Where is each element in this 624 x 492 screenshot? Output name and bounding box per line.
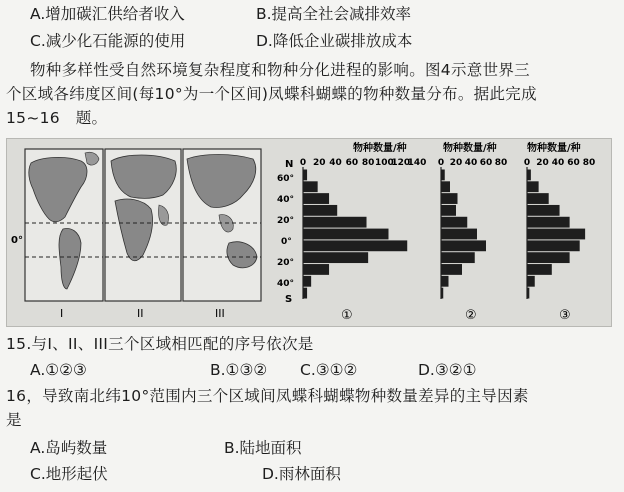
prev-option-a[interactable]: A.增加碳汇供给者收入	[30, 5, 185, 23]
q15-option-a[interactable]: A.①②③	[30, 361, 87, 379]
lat-tick-20s: 20°	[277, 258, 295, 268]
chart-3-bar	[527, 252, 570, 263]
latitude-axis	[277, 159, 294, 305]
chart-1-tick-label: 40	[329, 158, 342, 168]
chart-1-tick-label: 100	[375, 158, 394, 168]
q16-stem-line-1: 16，导致南北纬10°范围内三个区域间凤蝶科蝴蝶物种数量差异的主导因素	[6, 387, 529, 405]
chart-1-tick-label: 120	[391, 158, 411, 168]
chart-1-bar	[303, 170, 307, 181]
figure-4	[6, 138, 612, 327]
chart-3-bar	[527, 170, 531, 181]
intro-line-1: 物种多样性受自然环境复杂程度和物种分化进程的影响。图4示意世界三	[30, 61, 530, 79]
chart-3-bar	[527, 288, 529, 299]
chart-1-label: ①	[341, 308, 353, 323]
chart-2-tick-label: 80	[494, 158, 508, 168]
chart-3-bar	[527, 240, 580, 251]
chart-1-bar	[303, 229, 389, 240]
chart-1-bar	[303, 205, 337, 216]
chart-1-bar	[303, 276, 311, 287]
q16-option-d[interactable]: D.雨林面积	[262, 465, 341, 483]
map-panel-ii	[105, 149, 181, 320]
chart-2-bar	[441, 193, 458, 204]
chart-1-bar	[303, 240, 407, 251]
map-panel-iii	[183, 149, 261, 320]
chart-3-tick-label: 40	[551, 158, 565, 168]
chart-2-bar	[441, 229, 477, 240]
chart-3-tick-label: 80	[582, 158, 596, 168]
chart-2-tick-label: 20	[449, 158, 463, 168]
prev-option-d[interactable]: D.降低企业碳排放成本	[256, 32, 413, 50]
chart-2-bar	[441, 205, 456, 216]
q15-option-c[interactable]: C.③①②	[300, 361, 358, 379]
map-label-i: I	[60, 307, 64, 320]
figure-4-svg	[7, 139, 611, 326]
chart-3-bar	[527, 193, 549, 204]
chart-3-title: 物种数量/种	[527, 143, 581, 154]
map-equator-label: 0°	[11, 235, 23, 246]
q15-stem: 15.与I、II、III三个区域相匹配的序号依次是	[6, 335, 314, 353]
q16-stem-line-2: 是	[6, 411, 22, 429]
chart-3-bar	[527, 181, 539, 192]
chart-3-bars	[527, 170, 585, 299]
chart-1	[300, 141, 427, 323]
prev-option-b[interactable]: B.提高全社会减排效率	[256, 5, 412, 23]
map-label-ii: II	[137, 307, 144, 320]
chart-2-bar	[441, 252, 475, 263]
chart-1-bar	[303, 264, 329, 275]
chart-1-bar	[303, 288, 307, 299]
chart-1-tick-label: 60	[345, 158, 359, 168]
lat-tick-40s: 40°	[277, 279, 295, 289]
prev-option-c[interactable]: C.减少化石能源的使用	[30, 32, 186, 50]
chart-2-title: 物种数量/种	[443, 143, 497, 154]
intro-line-3: 15~16 题。	[6, 109, 108, 127]
q16-option-b[interactable]: B.陆地面积	[224, 439, 302, 457]
lat-tick-60n: 60°	[277, 174, 295, 184]
lat-tick-40n: 40°	[277, 195, 295, 205]
chart-3-bar	[527, 276, 535, 287]
q15-option-b[interactable]: B.①③②	[210, 361, 268, 379]
chart-1-tick-label: 140	[407, 158, 427, 168]
chart-3-bar	[527, 229, 585, 240]
lat-tick-0: 0°	[281, 237, 292, 247]
chart-2-bar	[441, 288, 443, 299]
chart-2	[438, 141, 507, 323]
intro-line-2: 个区域各纬度区间(每10°为一个区间)凤蝶科蝴蝶的物种数量分布。据此完成	[6, 85, 537, 103]
chart-2-bar	[441, 276, 449, 287]
map-label-iii: III	[215, 307, 225, 320]
chart-2-bar	[441, 170, 445, 181]
chart-1-bars	[303, 170, 407, 299]
chart-3-tick-label: 60	[567, 158, 580, 168]
chart-1-bar	[303, 181, 318, 192]
q16-option-a[interactable]: A.岛屿数量	[30, 439, 108, 457]
chart-2-bar	[441, 240, 486, 251]
chart-2-tick-label: 40	[464, 158, 478, 168]
chart-3-bar	[527, 264, 552, 275]
chart-2-tick-label: 60	[479, 158, 493, 168]
chart-3-tick-label: 20	[536, 158, 549, 168]
lat-tick-20n: 20°	[277, 216, 295, 226]
chart-3-label: ③	[559, 308, 571, 323]
chart-2-bars	[441, 170, 486, 299]
chart-3-bar	[527, 217, 570, 228]
chart-1-bar	[303, 217, 367, 228]
chart-2-tick-label: 0	[437, 158, 445, 168]
chart-1-tick-label: 0	[299, 158, 307, 168]
chart-1-tick-label: 80	[361, 158, 375, 168]
q16-option-c[interactable]: C.地形起伏	[30, 465, 108, 483]
chart-3-tick-label: 0	[523, 158, 531, 168]
chart-1-tick-label: 20	[313, 158, 326, 168]
chart-2-bar	[441, 181, 450, 192]
q15-option-d[interactable]: D.③②①	[418, 361, 477, 379]
lat-axis-bottom: S	[285, 294, 293, 305]
chart-1-bar	[303, 193, 329, 204]
chart-3	[524, 141, 595, 323]
chart-2-label: ②	[465, 308, 477, 323]
chart-2-bar	[441, 264, 462, 275]
chart-2-bar	[441, 217, 467, 228]
chart-1-ticks	[300, 158, 427, 299]
chart-3-bar	[527, 205, 560, 216]
map-panel-i	[25, 149, 103, 320]
chart-1-bar	[303, 252, 368, 263]
lat-axis-top: N	[285, 159, 294, 170]
chart-1-title: 物种数量/种	[353, 143, 407, 154]
